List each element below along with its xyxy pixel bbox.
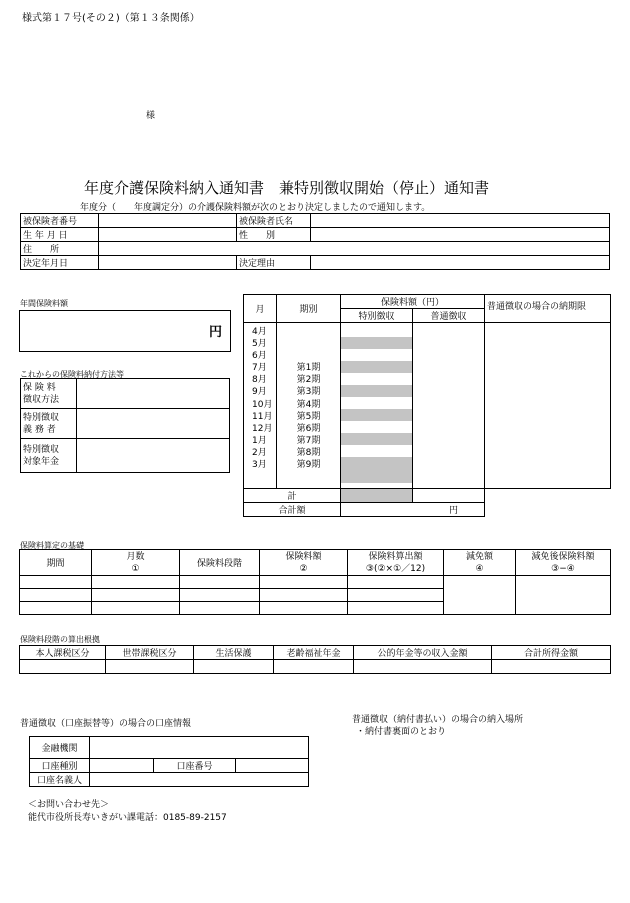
collection-method-label: 保 険 料 徴収方法 [21, 379, 77, 409]
month-header: 月 [244, 295, 277, 323]
grounds-label: 保険料段階の算出根拠 [20, 635, 100, 644]
grounds-header: 老齢福祉年金 [274, 646, 354, 660]
shade-sep [341, 385, 412, 397]
table-row [20, 576, 611, 589]
intro-text: 年度分（ 年度調定分）の介護保険料額が次のとおり決定しましたので通知します。 [80, 203, 431, 213]
period-cell [277, 350, 340, 362]
payplace-note: ・納付書裏面のとおり [356, 727, 447, 737]
month-cell: 10月 [252, 399, 273, 410]
account-type-value [90, 759, 154, 773]
period-cell: 第9期 [296, 460, 321, 471]
special-column [341, 323, 413, 489]
birth-label: 生 年 月 日 [21, 228, 99, 242]
address-value [99, 242, 610, 256]
month-cell: 6月 [252, 351, 267, 362]
period-column [277, 323, 341, 489]
basis-amount-header: 保険料額 ② [260, 550, 348, 576]
special-collector-label: 特別徴収 義 務 者 [21, 409, 77, 439]
address-label: 住 所 [21, 242, 99, 256]
grounds-table [19, 645, 611, 674]
month-cell: 5月 [252, 339, 267, 350]
basis-period-header: 期間 [20, 550, 92, 576]
account-type-label: 口座種別 [30, 759, 90, 773]
period-cell: 第7期 [296, 435, 321, 446]
basis-months-header: 月数 ① [92, 550, 180, 576]
month-cell: 7月 [252, 363, 267, 374]
period-cell: 第1期 [296, 363, 321, 374]
annual-premium-box [19, 310, 231, 352]
basis-table [19, 549, 611, 615]
payplace-label: 普通徴収（納付書払い）の場合の納入場所 [352, 715, 524, 725]
table-row [20, 660, 611, 674]
bank-value [90, 737, 309, 759]
month-cell: 8月 [252, 375, 267, 386]
period-cell: 第6期 [296, 423, 321, 434]
account-label: 普通徴収（口座振替等）の場合の口座情報 [20, 719, 192, 729]
period-cell: 第3期 [296, 387, 321, 398]
month-cell: 1月 [252, 435, 267, 446]
insured-name-value [311, 214, 610, 228]
birth-value [99, 228, 237, 242]
month-cell: 12月 [252, 423, 273, 434]
payment-method-table [20, 378, 230, 473]
annual-premium-label: 年間保険料額 [20, 299, 68, 308]
basis-label: 保険料算定の基礎 [20, 541, 84, 550]
addressee-suffix: 様 [146, 111, 156, 121]
insured-no-label: 被保険者番号 [21, 214, 99, 228]
shade-jul [341, 361, 412, 373]
decision-date-label: 決定年月日 [21, 256, 99, 270]
period-cell [277, 338, 340, 350]
shade-jan [341, 433, 412, 445]
basis-after-header: 減免後保険料額 ③−④ [516, 550, 611, 576]
period-cell: 第5期 [296, 411, 321, 422]
total-special [341, 489, 413, 503]
insured-name-label: 被保険者氏名 [237, 214, 311, 228]
account-holder-value [90, 773, 309, 787]
grounds-header: 公的年金等の収入金額 [354, 646, 492, 660]
contact-label: ＜お問い合わせ先＞ [28, 800, 110, 810]
total-label: 計 [244, 489, 341, 503]
account-holder-label: 口座名義人 [30, 773, 90, 787]
gender-label: 性 別 [237, 228, 311, 242]
account-number-value [236, 759, 309, 773]
period-header: 期別 [277, 295, 341, 323]
gender-value [311, 228, 610, 242]
grand-total-unit: 円 [341, 503, 485, 517]
period-cell [277, 326, 340, 338]
basis-calc-header: 保険料算出額 ③(②×①／12) [348, 550, 444, 576]
grounds-header: 生活保護 [194, 646, 274, 660]
decision-reason-value [311, 256, 610, 270]
decision-date-value [99, 256, 237, 270]
insured-info-table [20, 213, 610, 270]
total-normal [413, 489, 485, 503]
normal-header: 普通徴収 [413, 309, 485, 323]
payment-method-label: これからの保険料納付方法等 [20, 370, 124, 379]
month-column [244, 323, 277, 489]
month-cell: 3月 [252, 460, 267, 471]
pension-label: 特別徴収 対象年金 [21, 439, 77, 473]
period-cell: 第8期 [296, 447, 321, 458]
contact-line: 能代市役所長寿いきがい課電話：0185-89-2157 [28, 813, 227, 823]
period-cell: 第4期 [296, 399, 321, 410]
month-cell: 9月 [252, 387, 267, 398]
period-cell: 第2期 [296, 375, 321, 386]
deadline-column [485, 323, 611, 489]
insured-no-value [99, 214, 237, 228]
bank-label: 金融機関 [30, 737, 90, 759]
amount-header: 保険料額（円） [341, 295, 485, 309]
grounds-header: 世帯課税区分 [106, 646, 194, 660]
grand-total-label: 合計額 [244, 503, 341, 517]
normal-column [413, 323, 485, 489]
basis-stage-header: 保険料段階 [180, 550, 260, 576]
deadline-header: 普通徴収の場合の納期限 [485, 295, 611, 323]
grounds-header: 本人課税区分 [20, 646, 106, 660]
decision-reason-label: 決定理由 [237, 256, 311, 270]
form-number: 様式第１７号(その２)（第１３条関係） [22, 13, 200, 24]
month-cell: 4月 [252, 327, 267, 337]
grounds-header: 合計所得金額 [492, 646, 611, 660]
monthly-premium-table [243, 294, 611, 517]
month-cell: 11月 [252, 411, 273, 422]
page-title: 年度介護保険料納入通知書 兼特別徴収開始（停止）通知書 [84, 179, 490, 197]
account-table [29, 736, 309, 787]
special-header: 特別徴収 [341, 309, 413, 323]
account-number-label: 口座番号 [154, 759, 236, 773]
shade-nov [341, 409, 412, 421]
month-cell: 2月 [252, 447, 267, 458]
basis-reduction-header: 減免額 ④ [444, 550, 516, 576]
annual-premium-unit: 円 [208, 325, 222, 340]
shade-may [341, 337, 412, 349]
shade-mar [341, 457, 412, 483]
